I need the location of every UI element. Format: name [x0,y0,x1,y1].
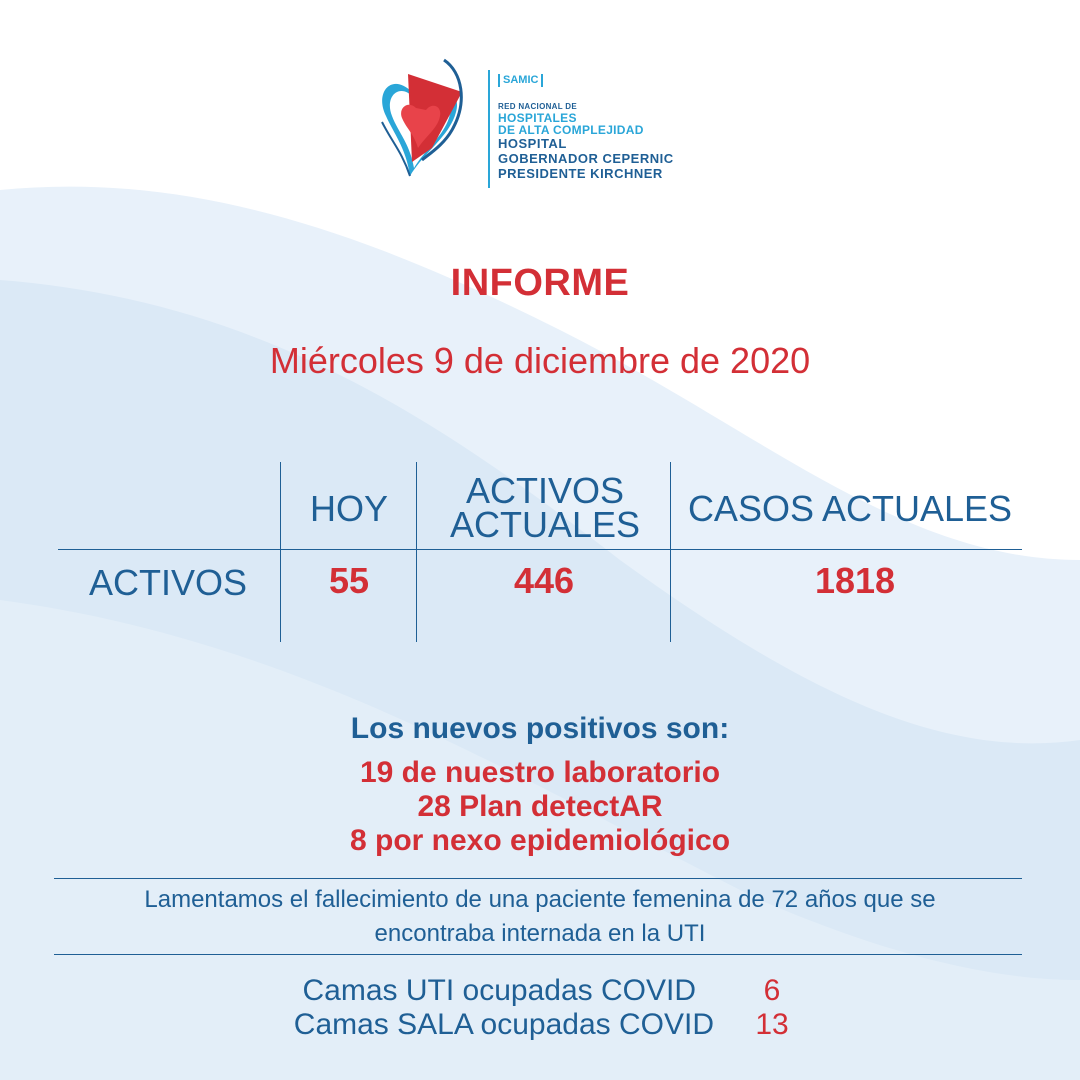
value-casos-actuales: 1818 [814,560,896,601]
header-hoy: HOY [309,488,388,529]
beds-uti-value: 6 [763,974,781,1007]
logo-line-2: HOSPITALES [498,111,577,125]
notice-line-2: encontraba internada en la UTI [374,920,706,947]
heart-logo-icon [372,52,472,184]
positives-item: 19 de nuestro laboratorio [359,756,721,789]
table-divider [670,462,671,642]
row-label-activos: ACTIVOS [88,562,248,603]
value-activos-actuales: 446 [513,560,575,601]
hospital-logo-text [488,70,718,188]
table-header-line [58,549,1022,550]
page-title: INFORME [450,262,630,304]
report-date: Miércoles 9 de diciembre de 2020 [269,340,811,381]
beds-sala-value: 13 [755,1008,789,1041]
logo-line-4: HOSPITAL [498,136,567,151]
table-divider [280,462,281,642]
logo-line-1: RED NACIONAL DE [498,102,578,111]
header-casos-actuales: CASOS ACTUALES [687,488,1013,529]
divider-bottom [54,954,1022,955]
logo-line-6: PRESIDENTE KIRCHNER [498,166,663,181]
table-divider [416,462,417,642]
logo-line-3: DE ALTA COMPLEJIDAD [498,123,644,137]
value-hoy: 55 [328,560,370,601]
logo-line-5: GOBERNADOR CEPERNIC [498,151,674,166]
beds-uti-label: Camas UTI ocupadas COVID [302,974,696,1007]
divider-top [54,878,1022,879]
positives-item: 8 por nexo epidemiológico [349,824,731,857]
positives-item: 28 Plan detectAR [417,790,663,823]
beds-sala-label: Camas SALA ocupadas COVID [293,1008,714,1041]
positives-heading: Los nuevos positivos son: [350,712,730,745]
header-activos-actuales: ACTIVOS ACTUALES [449,470,641,545]
notice-line-1: Lamentamos el fallecimiento de una paciente femenina de 72 años que se [144,886,936,913]
samic-badge: SAMIC [498,74,543,87]
